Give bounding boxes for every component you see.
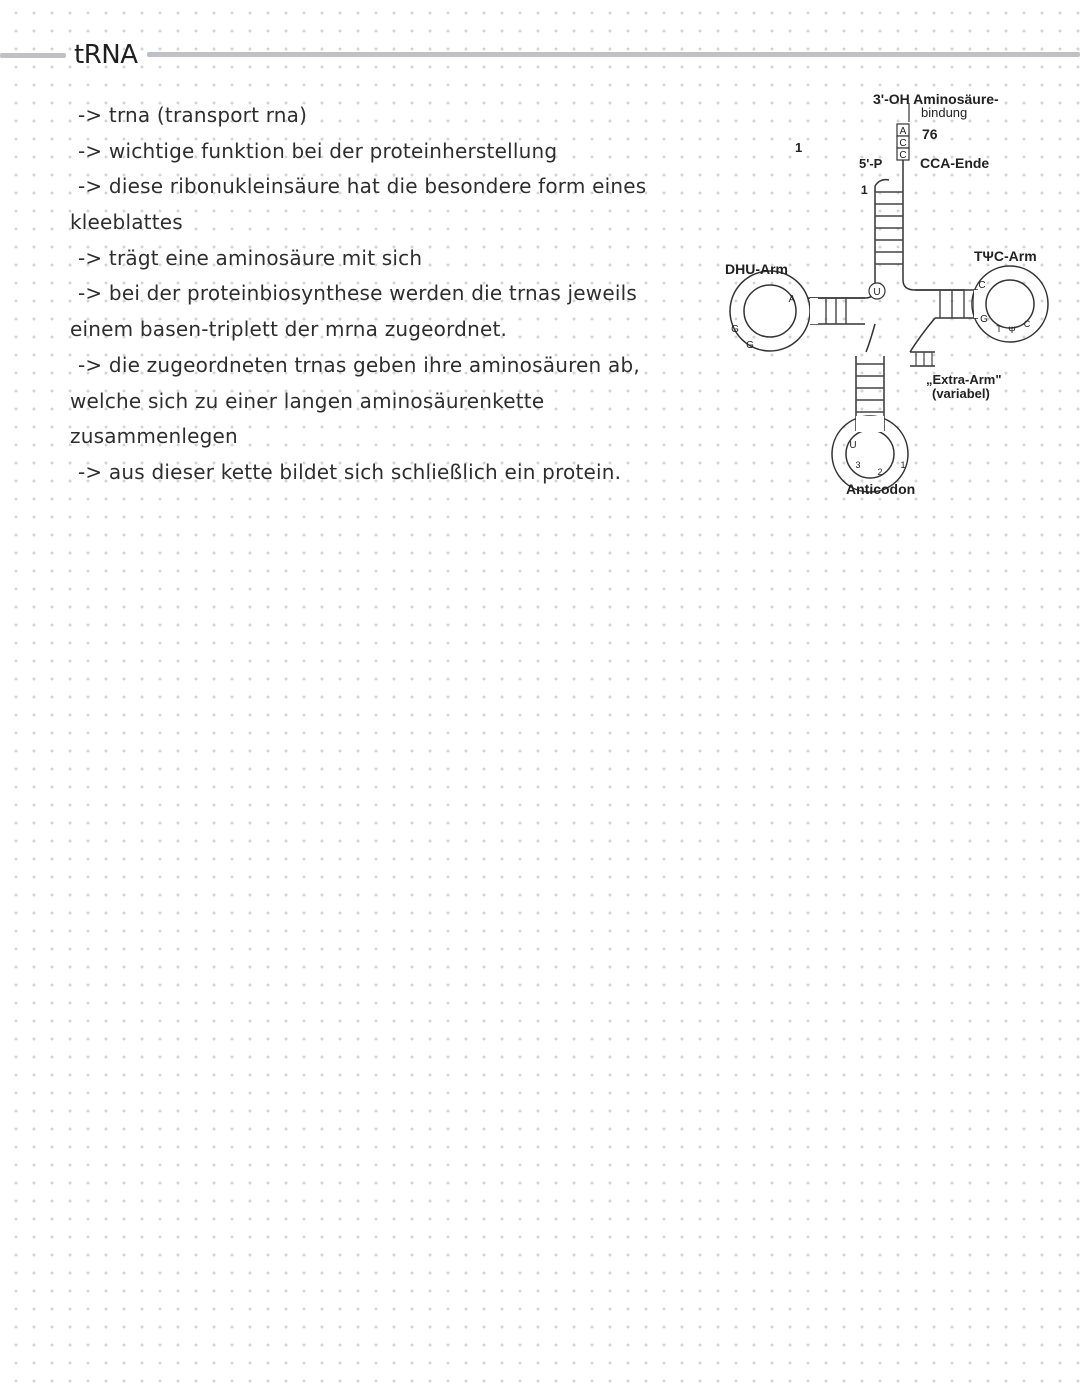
anticodon-pos-3: 3: [855, 460, 861, 470]
note-line: welche sich zu einer langen aminosäurenkette: [70, 388, 545, 413]
label-tpsic-arm: TΨC-Arm: [974, 248, 1037, 264]
label-extra-arm: „Extra-Arm": [926, 372, 1002, 387]
base-g-dhu-1: G: [731, 324, 739, 335]
label-bindung: bindung: [921, 105, 968, 120]
note-line: -> die zugeordneten trnas geben ihre aminosäuren ab,: [78, 352, 640, 377]
base-a-end: A: [899, 126, 907, 137]
note-line: kleeblattes: [70, 210, 183, 235]
note-line: -> trägt eine aminosäure mit sich: [78, 245, 423, 270]
label-cca-ende: CCA-Ende: [920, 155, 990, 171]
base-psi-tpsi: Ψ: [1008, 325, 1016, 335]
note-line: -> trna (transport rna): [78, 103, 308, 127]
base-u-anticodon: U: [849, 440, 857, 451]
anticodon-pos-2: 2: [877, 467, 883, 477]
anticodon-pos-1: 1: [900, 460, 906, 470]
base-c-end-2: C: [899, 150, 907, 161]
label-one-top: 1: [795, 140, 803, 155]
label-3oh: 3'-OH Aminosäure-: [873, 91, 999, 107]
header-rule-right: [147, 52, 1080, 57]
label-one-stem: 1: [861, 183, 868, 197]
base-c-tpsi: C: [978, 280, 986, 291]
note-line: zusammenlegen: [70, 424, 238, 449]
base-g-dhu-2: G: [746, 340, 754, 351]
base-a-dhu: A: [788, 294, 796, 305]
note-line: -> bei der proteinbiosynthese werden die trnas jeweils: [78, 281, 638, 306]
label-76: 76: [922, 126, 938, 142]
header-rule-left: [0, 53, 66, 58]
note-line: -> aus dieser kette bildet sich schließlich ein protein.: [78, 459, 622, 484]
base-c-end-1: C: [899, 138, 907, 149]
base-t-tpsi: T: [996, 324, 1002, 334]
label-anticodon: Anticodon: [846, 481, 916, 497]
trna-cloverleaf-diagram: [720, 86, 1060, 506]
notes-list: [70, 98, 670, 491]
base-c-tpsi-2: C: [1023, 319, 1031, 329]
base-g-tpsi: G: [980, 314, 988, 325]
page-title: tRNA: [74, 40, 138, 70]
note-line: -> diese ribonukleinsäure hat die besondere form eines: [78, 174, 647, 199]
note-line: einem basen-triplett der mrna zugeordnet.: [70, 317, 508, 342]
base-u-top: U: [873, 287, 881, 298]
label-dhu-arm: DHU-Arm: [725, 261, 788, 277]
note-line: -> wichtige funktion bei der proteinherstellung: [78, 138, 558, 163]
label-variabel: (variabel): [932, 386, 990, 401]
label-5p: 5'-P: [859, 156, 883, 171]
